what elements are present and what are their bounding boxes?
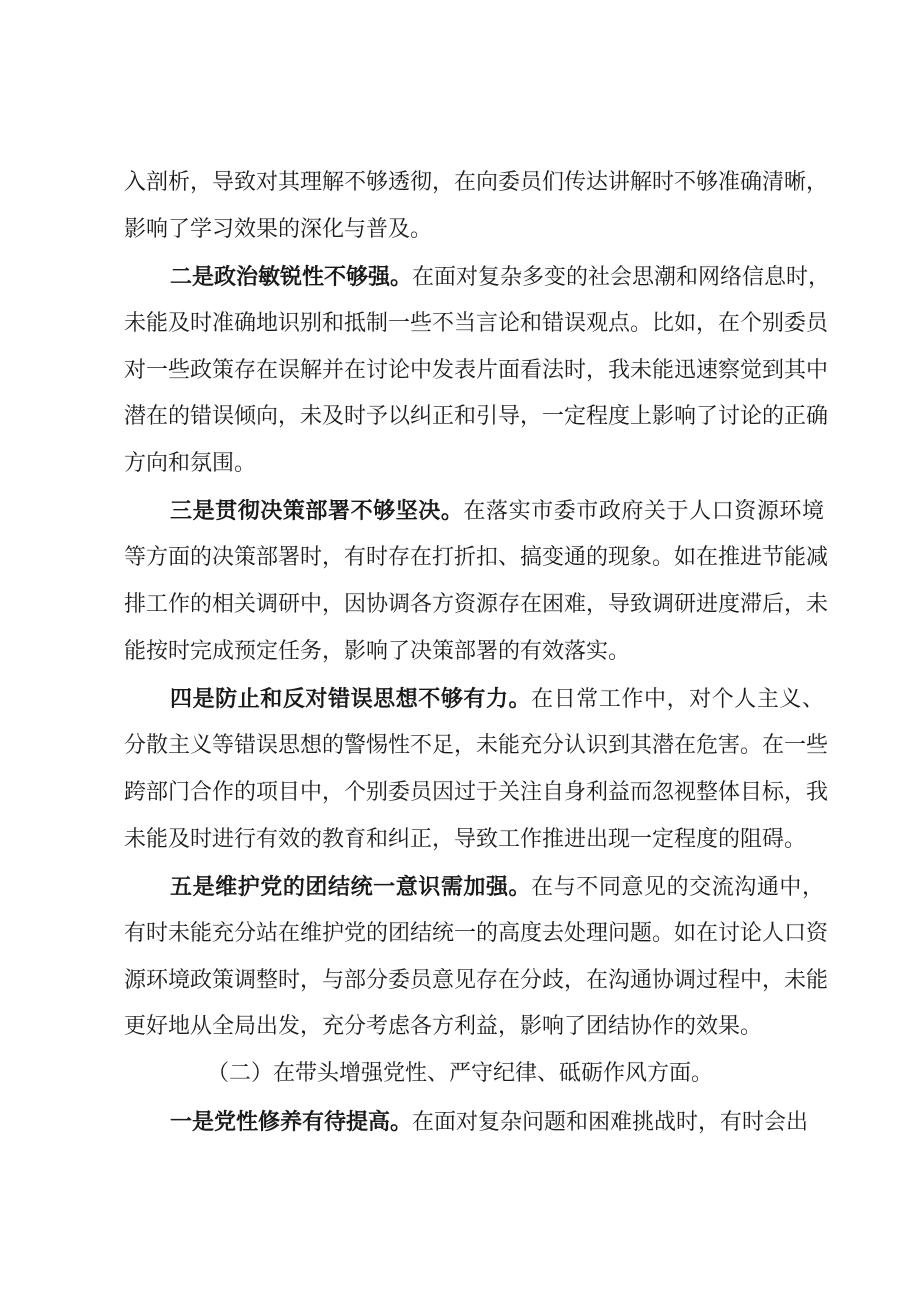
text-line: 未能及时准确地识别和抵制一些不当言论和错误观点。比如，在个别委员	[124, 311, 829, 336]
paragraph-lead: 四是防止和反对错误思想不够有力。	[170, 686, 532, 712]
paragraph-text: 在面对复杂多变的社会思潮和网络信息时，	[412, 265, 831, 290]
paragraph-first-line	[170, 495, 824, 527]
paragraph-lead: 三是贯彻决策部署不够坚决。	[170, 498, 464, 524]
paragraph-first-line	[170, 871, 824, 903]
text-line: 入剖析，导致对其理解不够透彻，在向委员们传达讲解时不够准确清晰，	[124, 170, 829, 195]
text-line: 有时未能充分站在维护党的团结统一的高度去处理问题。如在讨论人口资	[124, 921, 829, 946]
text-line: 未能及时进行有效的教育和纠正，导致工作推进出现一定程度的阻碍。	[124, 827, 807, 852]
text-line: 跨部门合作的项目中，个别委员因过于关注自身利益而忽视整体目标，我	[124, 780, 829, 805]
section-heading: （二）在带头增强党性、严守纪律、砥砺作风方面。	[206, 1061, 713, 1086]
paragraph-lead: 二是政治敏锐性不够强。	[170, 264, 413, 290]
text-line: 影响了学习效果的深化与普及。	[124, 217, 433, 242]
text-line: 方向和氛围。	[124, 451, 257, 476]
paragraph-text: 在日常工作中，对个人主义、	[531, 687, 824, 712]
text-line: 更好地从全局出发，充分考虑各方利益，影响了团结协作的效果。	[124, 1014, 763, 1039]
text-line: 潜在的错误倾向，未及时予以纠正和引导，一定程度上影响了讨论的正确	[124, 404, 829, 429]
paragraph-lead: 一是党性修养有待提高。	[170, 1109, 413, 1135]
text-line: 排工作的相关调研中，因协调各方资源存在困难，导致调研进度滞后，未	[124, 592, 829, 617]
paragraph-text: 在落实市委市政府关于人口资源环境	[463, 499, 824, 524]
paragraph-lead: 五是维护党的团结统一意识需加强。	[170, 874, 532, 900]
paragraph-first-line	[170, 683, 824, 715]
text-line: 对一些政策存在误解并在讨论中发表片面看法时，我未能迅速察觉到其中	[124, 358, 829, 383]
paragraph-first-line	[170, 261, 831, 293]
text-line: 能按时完成预定任务，影响了决策部署的有效落实。	[124, 639, 631, 664]
text-line: 源环境政策调整时，与部分委员意见存在分歧，在沟通协调过程中，未能	[124, 968, 829, 993]
paragraph-text: 在面对复杂问题和困难挑战时，有时会出	[412, 1110, 809, 1135]
paragraph-first-line	[170, 1106, 824, 1138]
paragraph-text: 在与不同意见的交流沟通中，	[531, 875, 824, 900]
text-line: 分散主义等错误思想的警惕性不足，未能充分认识到其潜在危害。在一些	[124, 733, 829, 758]
text-line: 等方面的决策部署时，有时存在打折扣、搞变通的现象。如在推进节能减	[124, 545, 829, 570]
